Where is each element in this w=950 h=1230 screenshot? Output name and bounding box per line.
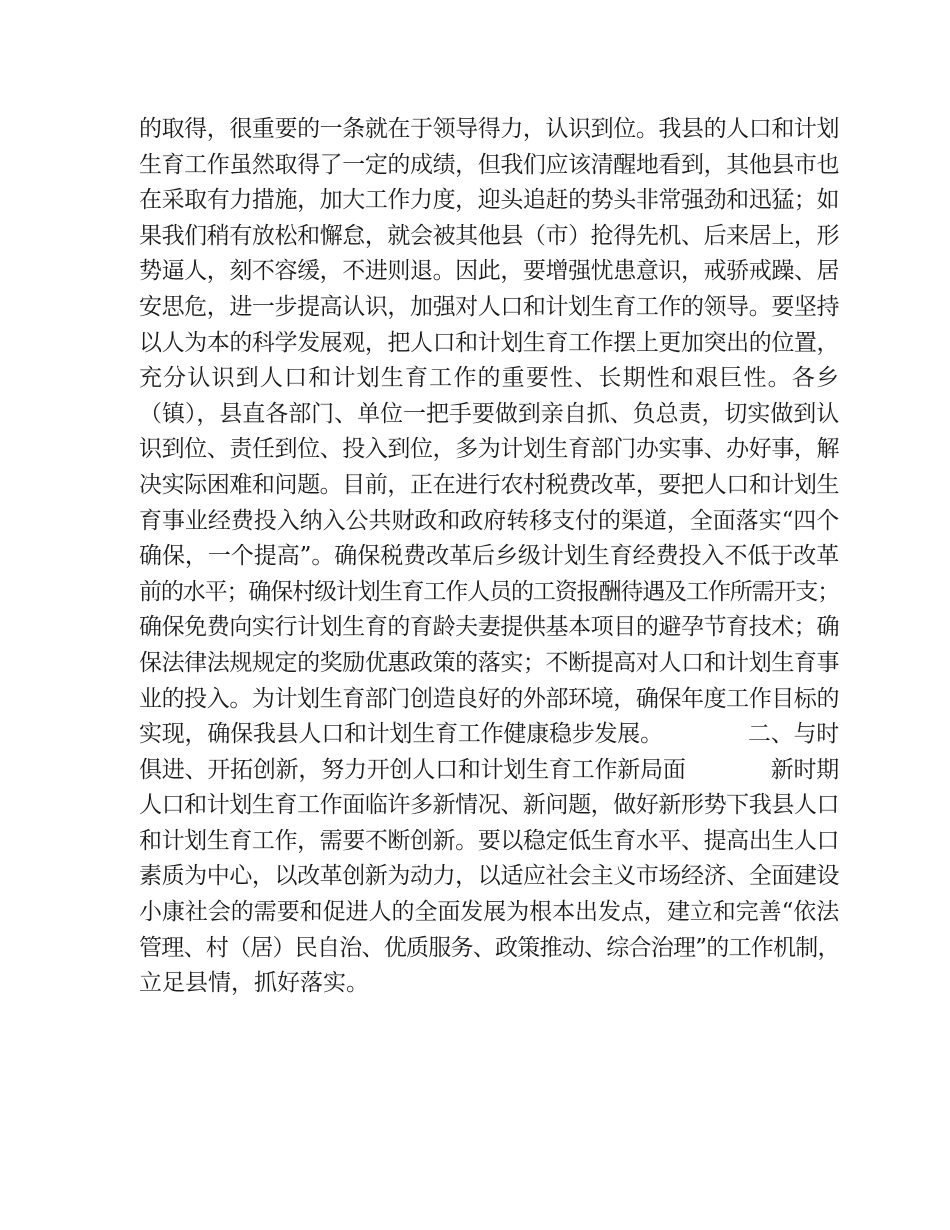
text-line: 生育工作虽然取得了一定的成绩，但我们应该清醒地看到，其他县市也 [139,151,839,178]
text-line: （镇），县直各部门、单位一把手要做到亲自抓、负总责，切实做到认 [139,400,839,427]
text-line: 以人为本的科学发展观，把人口和计划生育工作摆上更加突出的位置， [139,329,839,356]
text-line: 充分认识到人口和计划生育工作的重要性、长期性和艰巨性。各乡 [139,365,839,392]
text-line: 俱进、开拓创新，努力开创人口和计划生育工作新局面 新时期 [139,756,839,783]
text-line: 和计划生育工作，需要不断创新。要以稳定低生育水平、提高出生人口 [139,827,839,854]
text-line: 果我们稍有放松和懈怠，就会被其他县（市）抢得先机、后来居上，形 [139,222,839,249]
text-line: 决实际困难和问题。目前，正在进行农村税费改革，要把人口和计划生 [139,471,839,498]
text-line: 人口和计划生育工作面临许多新情况、新问题，做好新形势下我县人口 [139,792,839,819]
text-line: 安思危，进一步提高认识，加强对人口和计划生育工作的领导。要坚持 [139,293,839,320]
text-line: 小康社会的需要和促进人的全面发展为根本出发点，建立和完善“依法 [139,899,839,926]
text-line: 保法律法规规定的奖励优惠政策的落实；不断提高对人口和计划生育事 [139,649,839,676]
text-line: 确保免费向实行计划生育的育龄夫妻提供基本项目的避孕节育技术；确 [139,614,839,641]
text-line: 确保，一个提高”。确保税费改革后乡级计划生育经费投入不低于改革 [139,543,839,570]
text-line: 育事业经费投入纳入公共财政和政府转移支付的渠道，全面落实“四个 [139,507,839,534]
text-line: 识到位、责任到位、投入到位，多为计划生育部门办实事、办好事，解 [139,436,839,463]
text-line: 的取得，很重要的一条就在于领导得力，认识到位。我县的人口和计划 [139,116,839,142]
text-line: 立足县情，抓好落实。 [139,970,369,997]
text-line: 管理、村（居）民自治、优质服务、政策推动、综合治理”的工作机制， [139,934,840,961]
body-text [139,112,839,1002]
text-line: 业的投入。为计划生育部门创造良好的外部环境，确保年度工作目标的 [139,685,839,712]
text-line: 实现，确保我县人口和计划生育工作健康稳步发展。 二、与时 [139,721,839,748]
text-line: 势逼人，刻不容缓，不进则退。因此，要增强忧患意识，戒骄戒躁、居 [139,258,839,285]
text-line: 前的水平；确保村级计划生育工作人员的工资报酬待遇及工作所需开支； [139,578,839,605]
text-line: 素质为中心，以改革创新为动力，以适应社会主义市场经济、全面建设 [139,863,839,890]
text-line: 在采取有力措施，加大工作力度，迎头追赶的势头非常强劲和迅猛；如 [139,187,839,214]
